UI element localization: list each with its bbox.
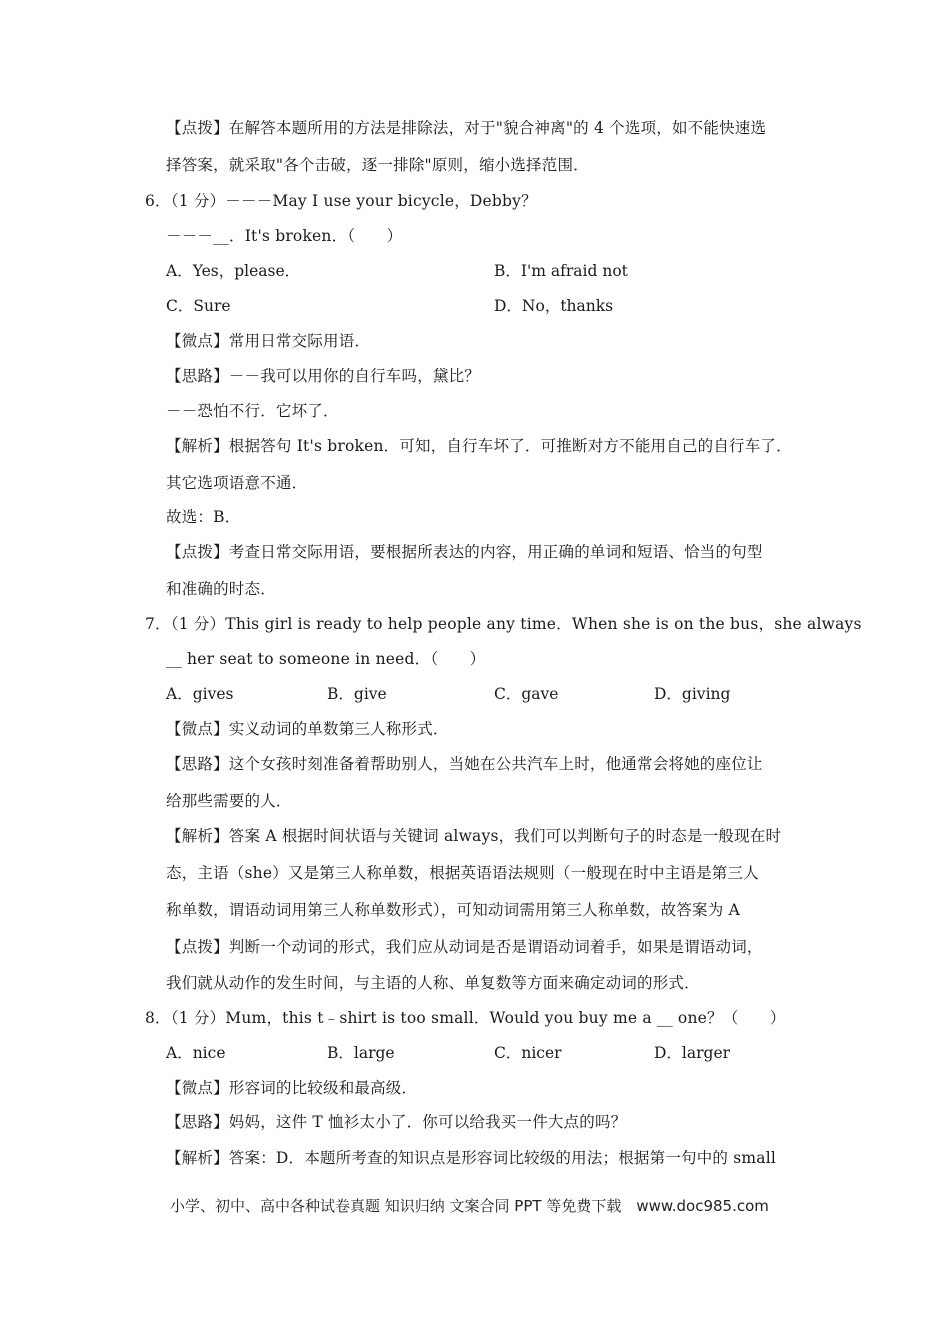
q6-option-b: B．I'm afraid not	[494, 262, 628, 280]
q7-option-a: A．gives	[166, 685, 234, 703]
q8-stem: 8．（1 分）Mum，this t﹣shirt is too small．Would you buy me a __ one？（ ）	[145, 1009, 786, 1027]
q6-silu: 【思路】－－我可以用你的自行车吗，黛比？	[166, 367, 481, 385]
q6-silu2: －－恐怕不行．它坏了．	[166, 402, 339, 420]
q6-dianbo: 【点拨】考查日常交际用语，要根据所表达的内容，用正确的单词和短语、恰当的句型	[166, 543, 763, 561]
q7-option-c: C．gave	[494, 685, 559, 703]
q6-option-c: C．Sure	[166, 297, 231, 315]
q7-stem2: __ her seat to someone in need．（ ）	[166, 650, 486, 668]
q8-option-b: B．large	[327, 1044, 395, 1062]
q7-dianbo: 【点拨】判断一个动词的形式，我们应从动词是否是谓语动词着手，如果是谓语动词，	[166, 938, 763, 956]
q6-stem: 6．（1 分）－－－May I use your bicycle，Debby？	[145, 192, 537, 210]
q7-silu: 【思路】这个女孩时刻准备着帮助别人，当她在公共汽车上时，他通常会将她的座位让	[166, 755, 763, 773]
q8-silu: 【思路】妈妈，这件 T 恤衫太小了．你可以给我买一件大点的吗？	[166, 1113, 627, 1131]
dianbo-q5-line1: 【点拨】在解答本题所用的方法是排除法，对于"貌合神离"的 4 个选项，如不能快速选	[166, 119, 767, 137]
q7-stem: 7．（1 分）This girl is ready to help people any time．When she is on the bus，she always	[145, 615, 862, 633]
q6-weidian: 【微点】常用日常交际用语．	[166, 332, 371, 350]
q6-stem2: －－－__．It's broken．（ ）	[166, 227, 403, 245]
q8-option-d: D．larger	[654, 1044, 731, 1062]
q7-option-b: B．give	[327, 685, 387, 703]
q8-jiexi: 【解析】答案：D．本题所考查的知识点是形容词比较级的用法；根据第一句中的 small	[166, 1149, 777, 1167]
q6-answer: 故选：B．	[166, 508, 241, 526]
dianbo-q5-line2: 择答案，就采取"各个击破，逐一排除"原则，缩小选择范围．	[166, 156, 589, 174]
q7-weidian: 【微点】实义动词的单数第三人称形式．	[166, 720, 449, 738]
q7-option-d: D．giving	[654, 685, 731, 703]
q6-option-d: D．No，thanks	[494, 297, 614, 315]
q8-option-c: C．nicer	[494, 1044, 562, 1062]
q6-option-a: A．Yes，please．	[166, 262, 301, 280]
q7-jiexi: 【解析】答案 A 根据时间状语与关键词 always，我们可以判断句子的时态是一般现在时	[166, 827, 782, 845]
q8-option-a: A．nice	[166, 1044, 226, 1062]
footer-advert: 小学、初中、高中各种试卷真题 知识归纳 文案合同 PPT 等免费下载 www.doc985.com	[170, 1197, 769, 1215]
q7-jiexi3: 称单数，谓语动词用第三人称单数形式），可知动词需用第三人称单数，故答案为 A	[166, 901, 740, 919]
q6-jiexi2: 其它选项语意不通．	[166, 474, 308, 492]
q8-weidian: 【微点】形容词的比较级和最高级．	[166, 1079, 418, 1097]
q7-silu2: 给那些需要的人．	[166, 792, 292, 810]
q7-dianbo2: 我们就从动作的发生时间，与主语的人称、单复数等方面来确定动词的形式．	[166, 974, 700, 992]
q7-jiexi2: 态，主语（she）又是第三人称单数，根据英语语法规则（一般现在时中主语是第三人	[166, 864, 759, 882]
q6-dianbo2: 和准确的时态．	[166, 580, 276, 598]
q6-jiexi: 【解析】根据答句 It's broken．可知，自行车坏了．可推断对方不能用自己的自行车了．	[166, 437, 792, 455]
